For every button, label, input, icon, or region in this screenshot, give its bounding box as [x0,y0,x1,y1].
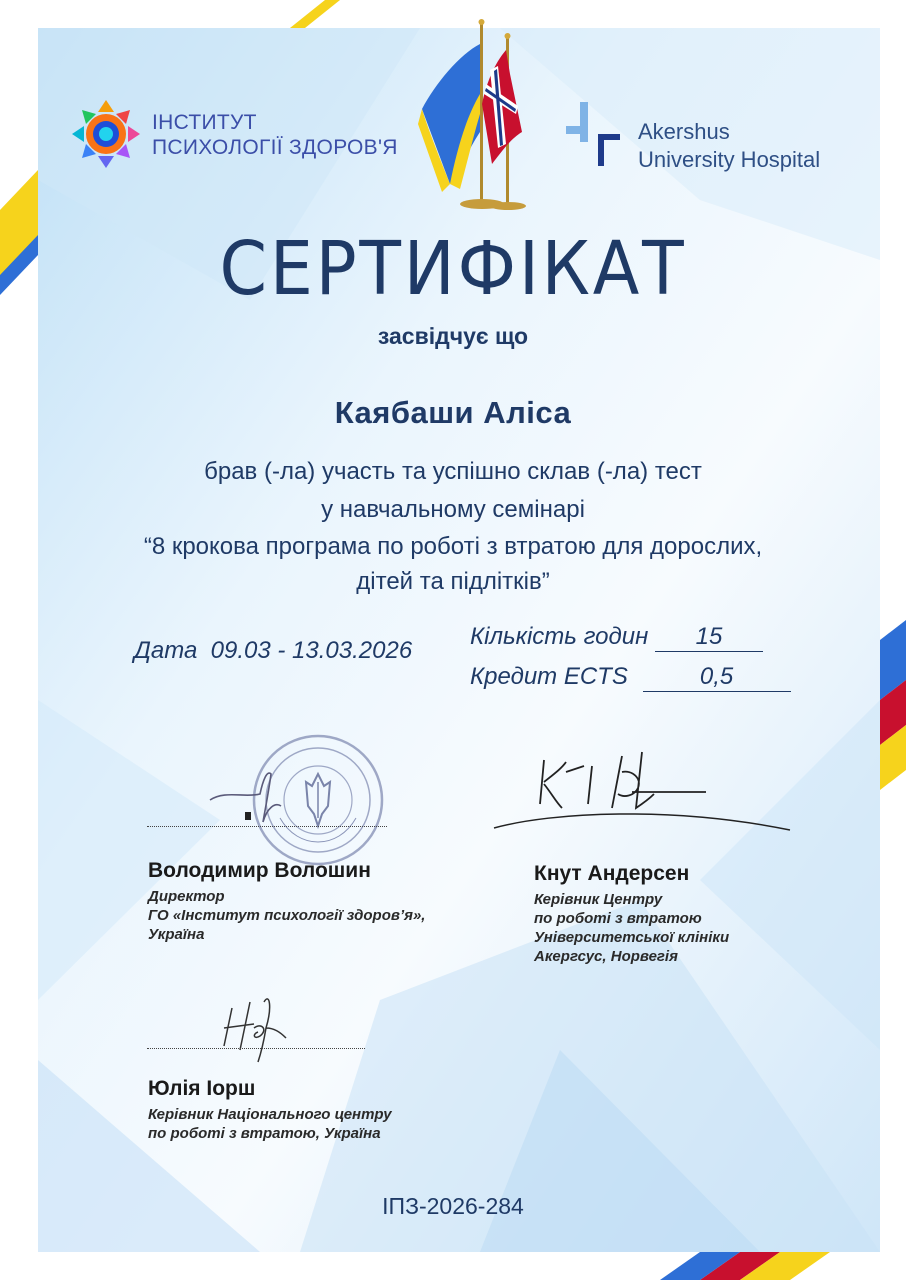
signature-line-3 [147,1048,365,1049]
signatory-3-role-line1: Керівник Національного центру [148,1106,392,1123]
akershus-logo-line1: Akershus [638,119,730,144]
signatory-3-role-line2: по роботі з втратою, Україна [148,1125,381,1142]
institute-logo-icon [70,98,142,170]
ects-value: 0,5 [643,663,791,692]
body-line-3: “8 крокова програма по роботі з втратою для дорослих, [143,533,763,560]
date-value: 09.03 - 13.03.2026 [210,637,413,664]
signatory-2-role-line2: по роботі з втратою [534,910,702,927]
signature-voloshyn [205,760,325,830]
institute-logo-text [152,110,398,160]
akershus-logo-icon [566,102,628,166]
date-label: Дата [134,637,198,664]
signatory-1-name: Володимир Волошин [148,859,371,882]
signature-andersen [492,742,792,834]
signatory-1 [148,859,425,944]
institute-logo-line1: ІНСТИТУТ [152,111,257,134]
signatory-3-name: Юлія Іорш [148,1077,256,1100]
certificate-title: СЕРТИФІКАТ [219,226,687,312]
akershus-logo-line2: University Hospital [638,147,821,172]
hours-value: 15 [655,623,763,652]
institute-logo-line2: ПСИХОЛОГІЇ ЗДОРОВ'Я [152,136,398,159]
ects-field [470,663,791,692]
signatory-2-role-line3: Університетської клініки [534,929,730,946]
recipient-name: Каябаши Аліса [334,395,572,430]
flags-image [410,14,540,214]
body-line-4: дітей та підлітків” [356,568,550,595]
signatory-2 [534,862,729,966]
signatory-2-role-line1: Керівник Центру [534,891,663,908]
body-line-1: брав (-ла) участь та успішно склав (-ла) тест [204,458,702,485]
signatory-3 [148,1077,392,1143]
certificate-number: ІПЗ-2026-284 [382,1193,524,1219]
date-field [134,637,412,665]
signatory-1-role-line1: Директор [148,888,225,905]
hours-label: Кількість годин [470,623,649,650]
signature-line-1 [147,826,387,827]
signatory-2-name: Кнут Андерсен [534,862,690,885]
ects-label: Кредит ECTS [470,663,628,690]
signatory-2-role-line4: Акергсус, Норвегія [534,948,678,965]
signatory-1-role-line3: Україна [148,926,205,943]
signatory-1-role-line2: ГО «Інститут психології здоров’я», [148,907,426,924]
body-line-2: у навчальному семінарі [321,496,585,523]
certifies-text: засвідчує що [377,323,529,349]
akershus-logo-text [638,118,820,174]
hours-field [470,623,763,652]
signature-iorsh [210,988,300,1064]
